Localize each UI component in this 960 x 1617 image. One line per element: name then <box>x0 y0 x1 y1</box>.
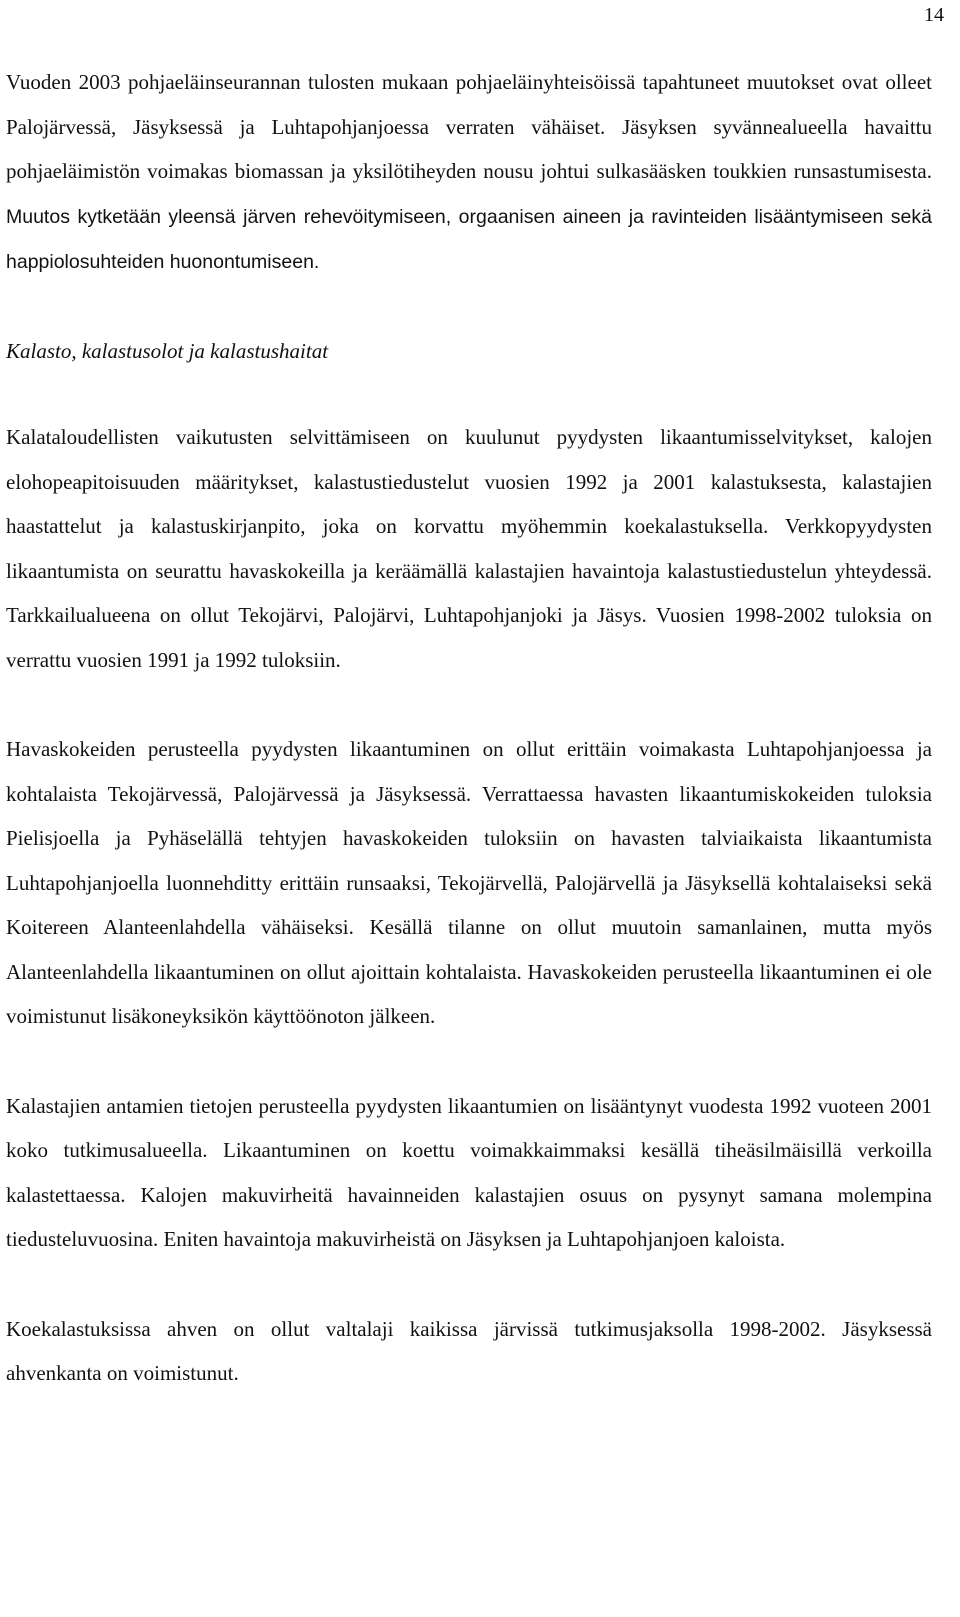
section-heading: Kalasto, kalastusolot ja kalastushaitat <box>6 338 329 363</box>
paragraph-benthos-sans-text: Muutos kytketään yleensä järven rehevöitymiseen, orgaanisen aineen ja ravinteiden lisääntymiseen sekä happiolosuhteiden huonontumiseen. <box>6 205 932 273</box>
paragraph-benthos <box>6 60 932 285</box>
paragraph-fishery-studies: Kalataloudellisten vaikutusten selvittämiseen on kuulunut pyydysten likaantumisselvitykset, kalojen elohopeapitoisuuden määritykset, kalastustiedustelut vuosien 1992 ja 2001 kalastuksesta, kalastajien haastattelut ja kalastuskirjanpito, joka on korvattu myöhemmin koekalastuksella. Verkkopyydysten likaantumista on seurattu havaskokeilla ja keräämällä kalastajien havaintoja kalastustiedustelun yhteydessä. Tarkkailualueena on ollut Tekojärvi, Palojärvi, Luhtapohjanjoki ja Jäsys. Vuosien 1998-2002 tuloksia on verrattu vuosien 1991 ja 1992 tuloksiin. <box>6 425 932 672</box>
paragraph-net-fouling: Havaskokeiden perusteella pyydysten likaantuminen on ollut erittäin voimakasta Luhtapohjanjoessa ja kohtalaista Tekojärvessä, Palojärvessä ja Jäsyksessä. Verrattaessa havasten likaantumiskokeiden tuloksia Pielisjoella ja Pyhäselällä tehtyjen havaskokeiden tuloksiin on havasten talviaikaista likaantumista Luhtapohjanjoella luonnehditty erittäin runsaaksi, Tekojärvellä, Palojärvellä ja Jäsyksellä kohtalaiseksi sekä Koitereen Alanteenlahdella vähäiseksi. Kesällä tilanne on ollut muutoin samanlainen, mutta myös Alanteenlahdella likaantuminen on ollut ajoittain kohtalaista. Havaskokeiden perusteella likaantuminen ei ole voimistunut lisäkoneyksikön käyttöönoton jälkeen. <box>6 737 932 1028</box>
spacer <box>6 285 932 329</box>
spacer <box>6 682 932 727</box>
paragraph-fisher-survey: Kalastajien antamien tietojen perusteella pyydysten likaantumien on lisääntynyt vuodesta 1992 vuoteen 2001 koko tutkimusalueella. Likaantuminen on koettu voimakkaimmaksi kesällä tiheäsilmäisillä verkoilla kalastettaessa. Kalojen makuvirheitä havainneiden kalastajien osuus on pysynyt samana molempina tiedusteluvuosina. Eniten havaintoja makuvirheistä on Jäsyksen ja Luhtapohjanjoen kaloista. <box>6 1093 932 1251</box>
spacer <box>6 1039 932 1084</box>
page-number: 14 <box>924 4 944 26</box>
paragraph-test-fishing: Koekalastuksissa ahven on ollut valtalaji kaikissa järvissä tutkimusjaksolla 1998-2002. Jäsyksessä ahvenkanta on voimistunut. <box>6 1316 932 1385</box>
document-body <box>6 60 932 1396</box>
paragraph-benthos-serif-text: Vuoden 2003 pohjaeläinseurannan tulosten mukaan pohjaeläinyhteisöissä tapahtuneet muutokset ovat olleet Palojärvessä, Jäsyksessä ja Luhtapohjanjoessa verraten vähäiset. Jäsyksen syvännealueella havaittu pohjaeläimistön voimakas biomassan ja yksilötiheyden nousu johtui sulkasääsken toukkien runsastumisesta. <box>6 70 932 183</box>
spacer <box>6 373 932 415</box>
spacer <box>6 1262 932 1307</box>
